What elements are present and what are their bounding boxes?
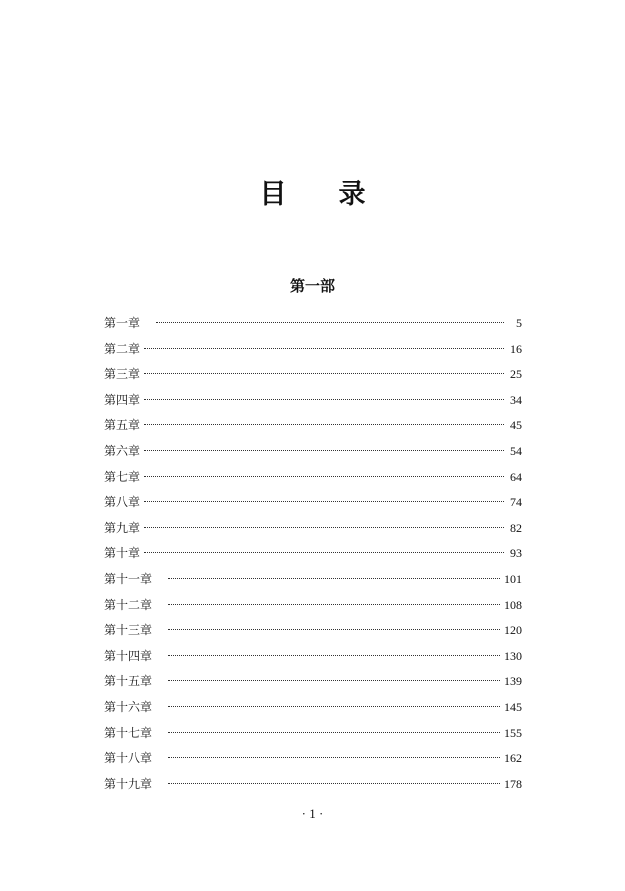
page-number: · 1 ·: [301, 806, 324, 821]
toc-entry-label: 第五章: [104, 418, 141, 433]
table-of-contents: [104, 314, 522, 800]
toc-entry-label: 第十三章: [104, 623, 153, 638]
toc-leader-dots: [144, 476, 504, 477]
page-title: [0, 172, 625, 211]
toc-entry-page: 120: [504, 623, 522, 638]
page-title-char-1: 目: [259, 179, 287, 210]
toc-entry[interactable]: [104, 698, 522, 724]
toc-leader-dots: [168, 757, 500, 758]
toc-entry-label: 第六章: [104, 443, 141, 458]
toc-leader-dots: [168, 604, 500, 605]
toc-entry-page: 16: [510, 341, 522, 356]
toc-entry-label: 第九章: [104, 520, 141, 535]
toc-entry-page: 155: [504, 725, 522, 740]
toc-entry[interactable]: [104, 519, 522, 545]
toc-entry-label: 第八章: [104, 495, 141, 510]
toc-entry-label: 第十六章: [104, 699, 153, 714]
toc-entry-label: 第十章: [104, 546, 141, 561]
toc-entry-page: 145: [504, 699, 522, 714]
toc-leader-dots: [144, 450, 504, 451]
toc-entry-label: 第十一章: [104, 571, 153, 586]
toc-leader-dots: [144, 399, 504, 400]
toc-entry-label: 第一章: [104, 316, 141, 330]
toc-entry[interactable]: [104, 442, 522, 468]
toc-entry-page: 162: [504, 751, 522, 766]
toc-entry[interactable]: [104, 416, 522, 442]
toc-entry[interactable]: [104, 596, 522, 622]
toc-entry-page: 64: [510, 469, 522, 484]
toc-entry-label: 第十二章: [104, 597, 153, 612]
toc-entry-page: 93: [510, 546, 522, 561]
toc-leader-dots: [168, 655, 500, 656]
page-title-char-2: 录: [338, 179, 366, 210]
toc-leader-dots: [168, 732, 500, 733]
toc-entry[interactable]: [104, 775, 522, 801]
toc-entry-page: 45: [510, 418, 522, 433]
toc-leader-dots: [144, 501, 504, 502]
toc-entry[interactable]: [104, 724, 522, 750]
toc-entry-page: 130: [504, 648, 522, 663]
toc-entry[interactable]: [104, 672, 522, 698]
toc-entry[interactable]: [104, 621, 522, 647]
toc-leader-dots: [168, 783, 500, 784]
toc-leader-dots: [144, 373, 504, 374]
toc-entry-page: 178: [504, 776, 522, 791]
toc-leader-dots: [144, 424, 504, 425]
toc-entry[interactable]: [104, 544, 522, 570]
toc-entry-label: 第十九章: [104, 776, 153, 791]
toc-entry[interactable]: [104, 314, 522, 340]
toc-entry-page: 54: [510, 443, 522, 458]
toc-entry-label: 第十八章: [104, 751, 153, 766]
toc-entry-page: 34: [510, 392, 522, 407]
toc-entry-page: 25: [510, 367, 522, 382]
toc-leader-dots: [144, 552, 504, 553]
toc-entry[interactable]: [104, 749, 522, 775]
toc-entry-label: 第四章: [104, 392, 141, 407]
toc-entry-label: 第七章: [104, 469, 141, 484]
toc-entry-label: 第十五章: [104, 674, 153, 689]
toc-entry-label: 第十四章: [104, 648, 153, 663]
toc-entry-page: 74: [510, 495, 522, 510]
toc-entry[interactable]: [104, 340, 522, 366]
toc-entry-page: 108: [504, 597, 522, 612]
toc-entry-label: 第二章: [104, 341, 141, 356]
toc-entry[interactable]: [104, 493, 522, 519]
toc-entry[interactable]: [104, 647, 522, 673]
toc-leader-dots: [168, 680, 500, 681]
toc-entry-page: 139: [504, 674, 522, 689]
toc-entry[interactable]: [104, 365, 522, 391]
toc-leader-dots: [168, 578, 500, 579]
toc-leader-dots: [156, 322, 504, 323]
toc-entry-page: 5: [516, 316, 522, 330]
toc-entry-label: 第三章: [104, 367, 141, 382]
toc-entry-page: 82: [510, 520, 522, 535]
toc-entry[interactable]: [104, 391, 522, 417]
toc-entry[interactable]: [104, 570, 522, 596]
part-title: 第一部: [289, 277, 335, 295]
toc-entry[interactable]: [104, 468, 522, 494]
toc-entry-page: 101: [504, 571, 522, 586]
toc-leader-dots: [168, 629, 500, 630]
toc-leader-dots: [144, 527, 504, 528]
toc-leader-dots: [144, 348, 504, 349]
toc-entry-label: 第十七章: [104, 725, 153, 740]
toc-leader-dots: [168, 706, 500, 707]
